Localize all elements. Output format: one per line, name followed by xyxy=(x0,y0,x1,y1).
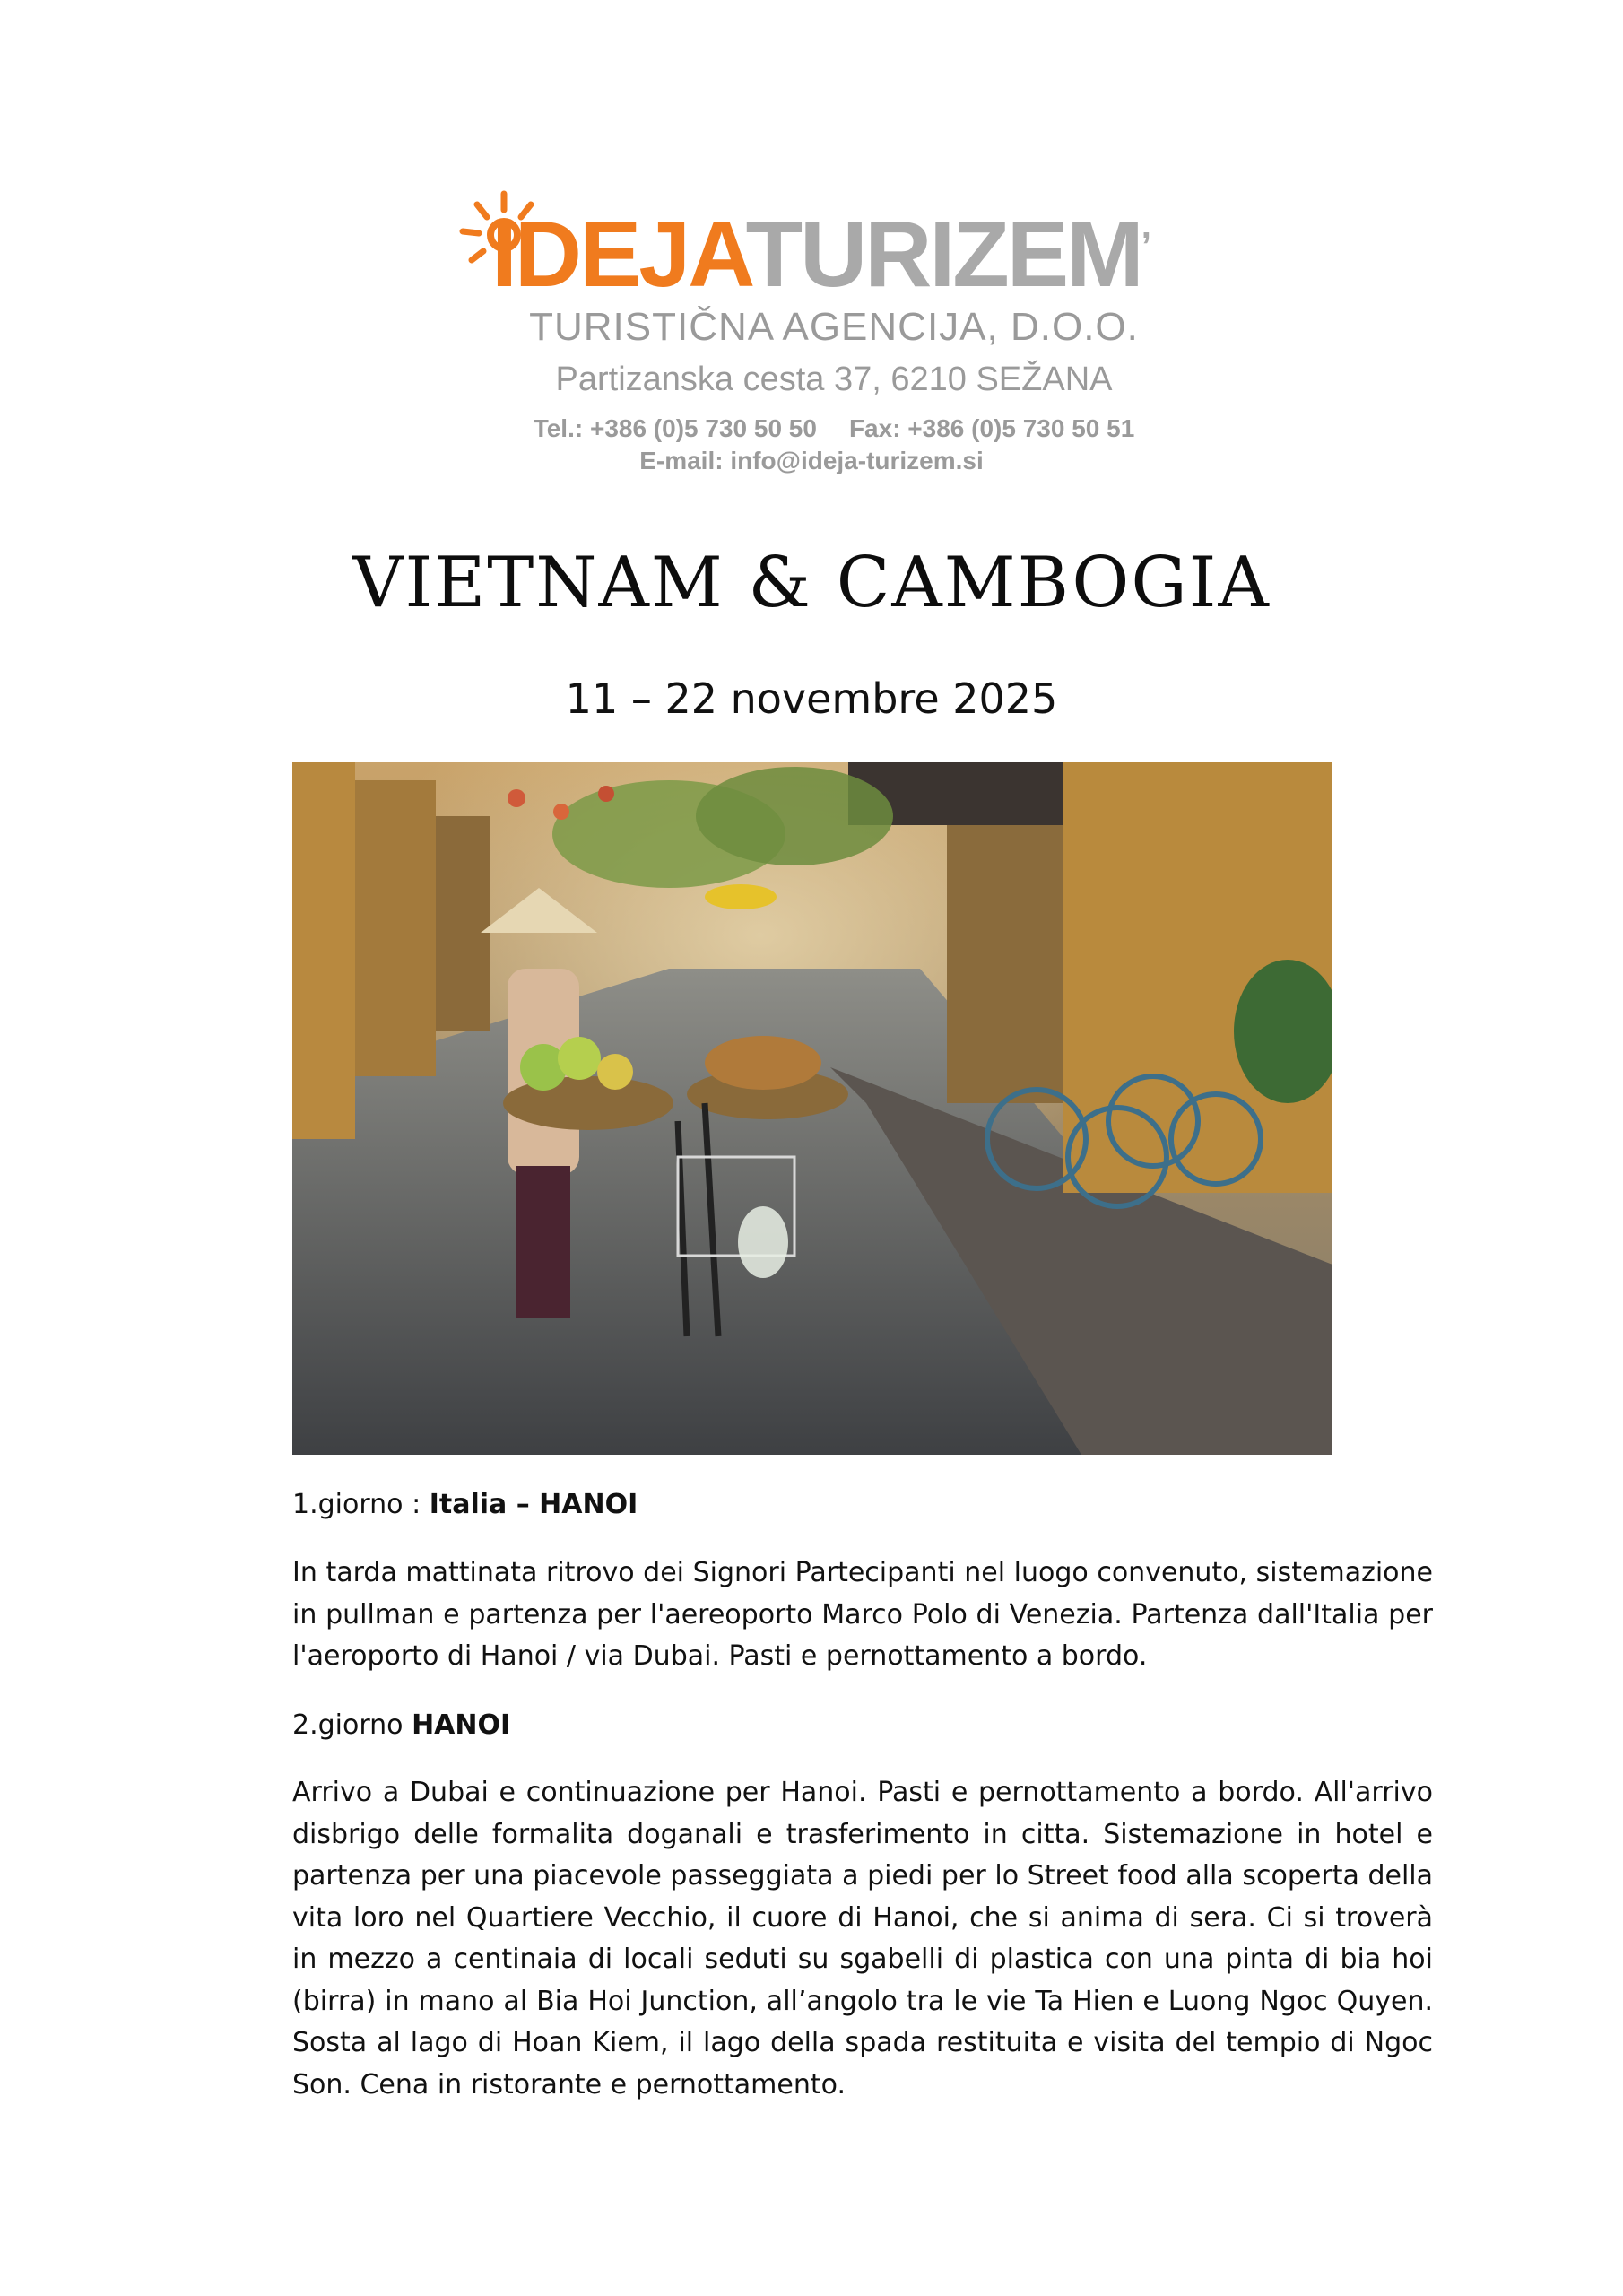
day-2-section xyxy=(292,1772,1433,2106)
street-vendor-bicycle-photo xyxy=(292,762,1332,1455)
agency-email: E-mail: info@ideja-turizem.si xyxy=(639,447,984,474)
trip-dates: 11 – 22 novembre 2025 xyxy=(565,674,1058,723)
agency-contacts xyxy=(0,414,1623,443)
day-1-place: Italia – HANOI xyxy=(429,1489,638,1520)
day-1-label: 1.giorno : xyxy=(292,1489,430,1520)
brand-part-turizem: TURIZEM xyxy=(745,203,1141,307)
day-2-label: 2.giorno xyxy=(292,1709,412,1741)
agency-address: Partizanska cesta 37, 6210 SEŽANA xyxy=(555,361,1113,398)
brand-wordmark xyxy=(491,203,1149,307)
day-1-description: In tarda mattinata ritrovo dei Signori Partecipanti nel luogo convenuto, sistemazione in pullman e partenza per l'aereoporto Marco Polo di Venezia. Partenza dall'Italia per l'aeroporto di Hanoi / via Dubai. Pasti e pernottamento a bordo. xyxy=(292,1557,1433,1672)
day-1-section xyxy=(292,1552,1433,1678)
brand-mark: , xyxy=(1141,206,1149,246)
company-letterhead xyxy=(0,188,1623,484)
agency-fax: Fax: +386 (0)5 730 50 51 xyxy=(848,414,1135,442)
day-2-description: Arrivo a Dubai e continuazione per Hanoi. Pasti e pernottamento a bordo. All'arrivo disbrigo delle formalita doganali e trasferimento in citta. Sistemazione in hotel e partenza per una piacevole passeggiata a piedi per lo Street food alla scoperta della vita loro nel Quartiere Vecchio, il cuore di Hanoi, che si anima di sera. Ci si troverà in mezzo a centinaia di locali seduti su sgabelli di plastica con una pinta di bia hoi (birra) in mano al Bia Hoi Junction, all’angolo tra le vie Ta Hien e Luong Ngoc Quyen. Sosta al lago di Hoan Kiem, il lago della spada restituita e visita del tempio di Ngoc Son. Cena in ristorante e pernottamento. xyxy=(292,1777,1433,2100)
day-1-heading xyxy=(292,1489,1433,1520)
agency-phone: Tel.: +386 (0)5 730 50 50 xyxy=(533,414,817,442)
day-2-heading xyxy=(292,1709,1433,1741)
agency-name: TURISTIČNA AGENCIJA, D.O.O. xyxy=(529,305,1139,349)
brand-part-ideja: IDEJA xyxy=(491,203,746,307)
trip-title: VIETNAM & CAMBOGIA xyxy=(352,543,1271,623)
day-2-place: HANOI xyxy=(412,1709,511,1741)
